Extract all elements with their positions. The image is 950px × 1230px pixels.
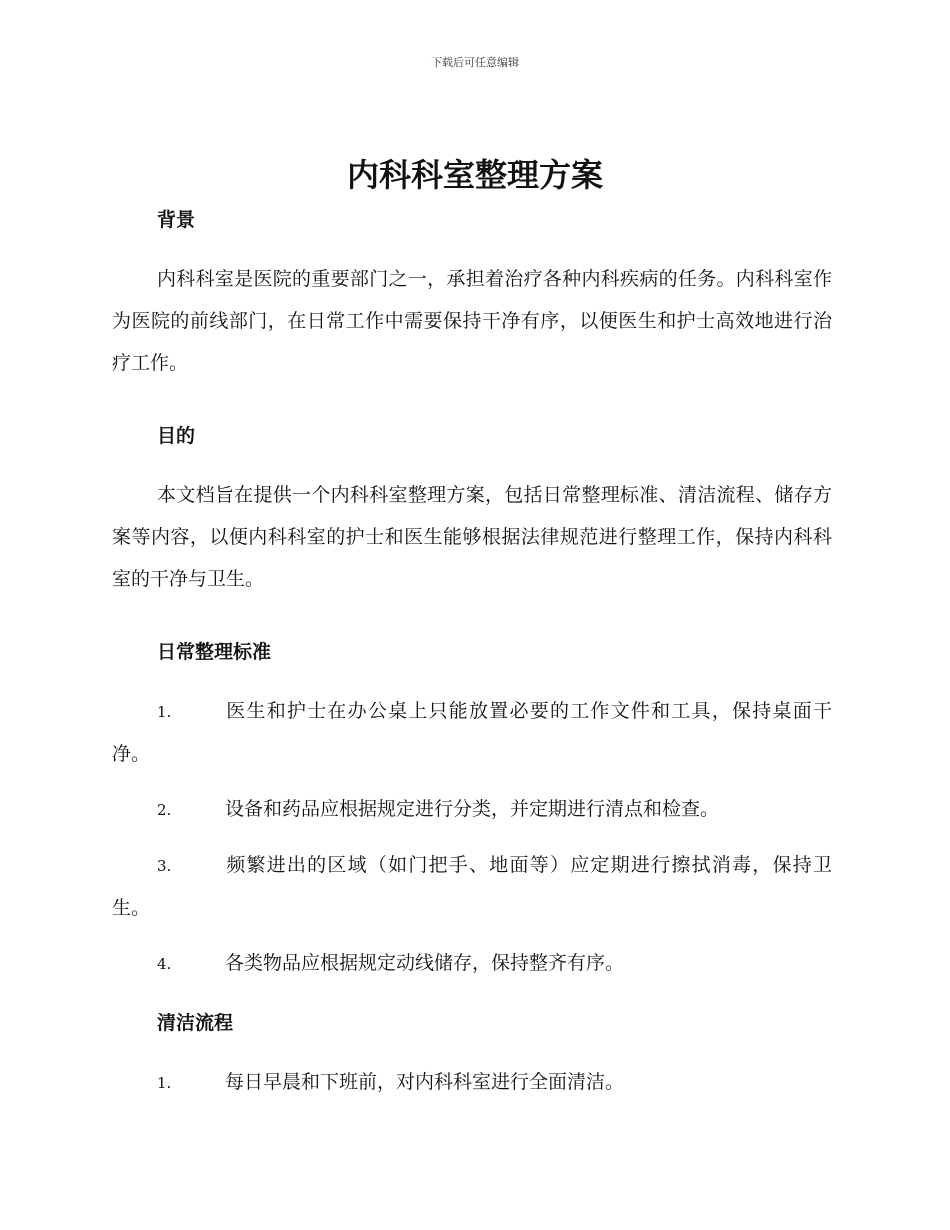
section-heading-purpose: 目的 [157,425,196,447]
list-item-text: 设备和药品应根据规定进行分类，并定期进行清点和检查。 [225,798,720,820]
list-item-text: 每日早晨和下班前，对内科科室进行全面清洁。 [225,1071,625,1093]
section-heading-cleaning-process: 清洁流程 [157,1012,234,1034]
document-body [112,205,832,1104]
list-item-number: 1. [157,703,172,721]
list-item-number: 1. [157,1074,172,1092]
list-item [112,942,832,985]
list-item [112,690,832,775]
list-item [112,788,832,831]
purpose-paragraph: 本文档旨在提供一个内科科室整理方案，包括日常整理标准、清洁流程、储存方案等内容，以便内科科室的护士和医生能够根据法律规范进行整理工作，保持内科科室的干净与卫生。 [112,484,832,590]
list-item-number: 4. [157,955,172,973]
list-item [112,844,832,929]
section-heading-daily-standards: 日常整理标准 [157,641,272,663]
document-title: 内科科室整理方案 [346,156,603,194]
list-item [112,1061,832,1104]
list-item-number: 3. [157,857,172,875]
list-item-text: 各类物品应根据规定动线储存，保持整齐有序。 [225,952,625,974]
list-item-number: 2. [157,801,172,819]
header-note: 下载后可任意编辑 [431,56,519,69]
section-heading-background: 背景 [157,209,196,231]
list-item-text: 频繁进出的区域（如门把手、地面等）应定期进行擦拭消毒，保持卫生。 [112,854,832,919]
list-item-text: 医生和护士在办公桌上只能放置必要的工作文件和工具，保持桌面干净。 [112,700,832,765]
background-paragraph: 内科科室是医院的重要部门之一，承担着治疗各种内科疾病的任务。内科科室作为医院的前线部门，在日常工作中需要保持干净有序，以便医生和护士高效地进行治疗工作。 [112,268,832,374]
